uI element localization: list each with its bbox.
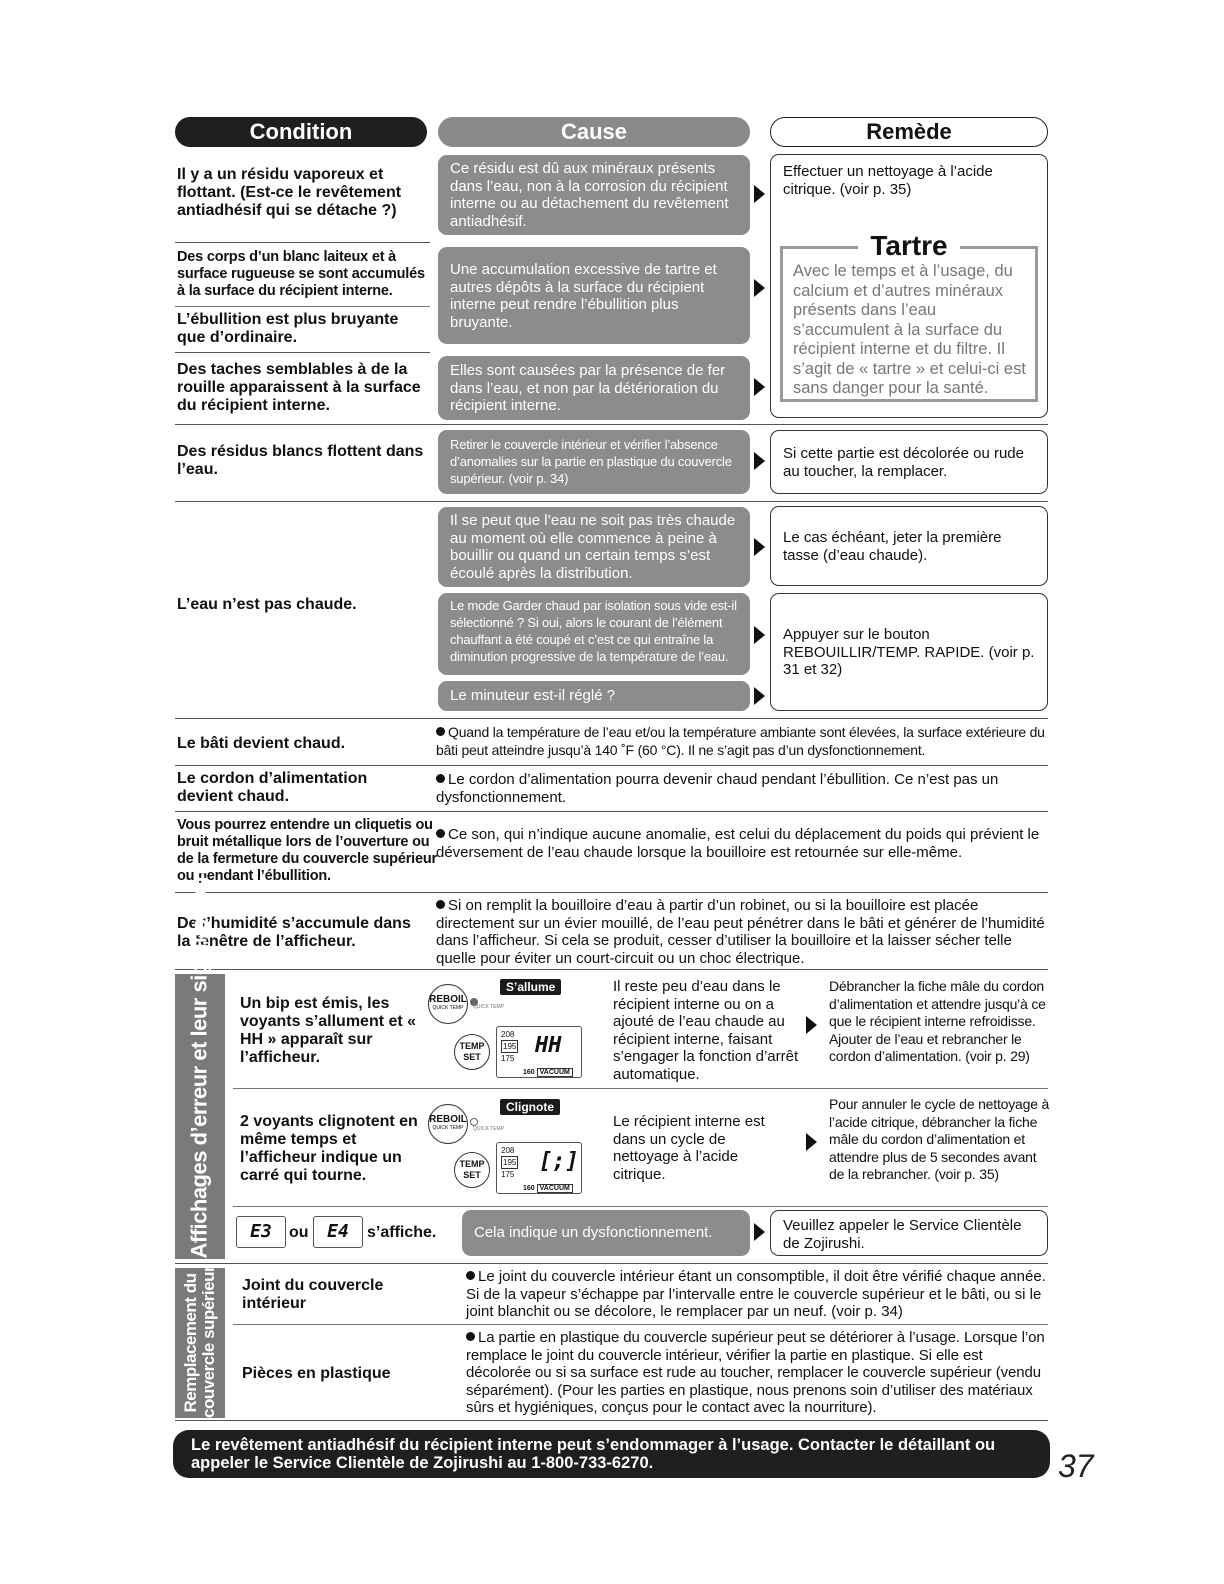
control-panel-illustration <box>424 1096 604 1204</box>
row-divider <box>175 811 1048 812</box>
bullet-icon <box>436 727 445 736</box>
temp-160: 160 <box>523 1185 535 1192</box>
reboil-label: REBOIL <box>429 994 467 1005</box>
error-code-e4: E4 <box>313 1216 363 1248</box>
arrow-icon <box>754 1223 765 1241</box>
lights-on-tag: S’allume <box>500 979 561 995</box>
row-divider <box>175 352 430 353</box>
row-divider <box>175 501 1048 502</box>
lid-gasket-text: Le joint du couvercle intérieur étant un consomptible, il doit être vérifié chaque année. Si de la vapeur s’échappe par l’intervalle entre le couvercle supérieur et le bâti, ou si le joint blanchit ou se décolore, le remplacer par un neuf. (voir p. 34) <box>466 1268 1046 1320</box>
tartre-title: Tartre <box>858 229 960 263</box>
plastic-parts-label: Pièces en plastique <box>242 1365 391 1382</box>
error-hh-condition: Un bip est émis, les voyants s’allument et « HH » apparaît sur l’afficheur. <box>240 995 417 1066</box>
reboil-button-icon <box>428 984 468 1024</box>
arrow-icon <box>754 279 765 297</box>
condition-rust-spots: Des taches semblables à de la rouille apparaissent à la surface du récipient interne. <box>177 361 421 414</box>
row-divider <box>175 765 1048 766</box>
cause-just-boiled: Il se peut que l’eau ne soit pas très chaude au moment où elle commence à peine à bouillir ou quand un certain temps s’est écoulé après la distribution. <box>438 507 750 587</box>
temp-scale <box>501 1029 518 1064</box>
row-subdivider <box>175 306 430 307</box>
bullet-icon <box>466 1332 475 1341</box>
temp-195: 195 <box>503 1042 517 1051</box>
condition-clicking-noise: Vous pourrez entendre un cliquetis ou bruit métallique lors de l’ouverture ou de la fermeture du couvercle supérieur ou pendant l’ébullition. <box>177 817 437 884</box>
tartre-text: Avec le temps et à l’usage, du calcium et d’autres minéraux présents dans l’eau s’accumulent à la surface du récipient interne et du filtre. Il s’agit de « tartre » et celui-ci est sans danger pour la santé. <box>793 262 1026 397</box>
info-clicking-text: Ce son, qui n’indique aucune anomalie, est celui du déplacement du poids qui prévient le déversement de l’eau chaude lorsque la bouilloire est retournée sur elle-même. <box>436 826 1040 861</box>
row-divider <box>175 892 1048 893</box>
arrow-icon <box>806 1133 817 1151</box>
cause-header: Cause <box>438 117 750 147</box>
lid-section-label-2: couvercle supérieur <box>199 1265 218 1418</box>
arrow-icon <box>754 538 765 556</box>
condition-milky-deposits: Des corps d’un blanc laiteux et à surface rugueuse se sont accumulés à la surface du récipient interne. <box>177 249 425 299</box>
vacuum-text: VACUUM <box>537 1184 573 1193</box>
set-label: SET <box>463 1052 481 1062</box>
quicktemp-small-label: QUICK TEMP <box>473 1004 505 1010</box>
display-rotating-square: [;] <box>539 1149 579 1174</box>
row-divider <box>175 242 430 243</box>
arrow-icon <box>754 452 765 470</box>
plastic-parts-text: La partie en plastique du couvercle supérieur peut se détériorer à l’usage. Lorsque l’on remplace le joint du couvercle intérieur, vérifier la partie en plastique. Si elle est décolorée ou si sa surface est rude au toucher, remplacer le couvercle supérieur (vendu séparément). (Pour les parties en plastique, nous prenons soin d’utiliser des matériaux sûrs et hygiéniques, conçus pour le contact avec la nourriture). <box>466 1329 1045 1416</box>
row-divider <box>233 1088 1048 1089</box>
control-panel-illustration <box>424 976 604 1084</box>
error-call-service-remedy: Veuillez appeler le Service Clientèle de Zojirushi. <box>770 1210 1048 1256</box>
info-humidity <box>436 897 1048 967</box>
arrow-icon <box>806 1016 817 1034</box>
indicator-light-icon <box>470 1118 478 1126</box>
display-hh: HH <box>535 1033 562 1058</box>
condition-body-hot: Le bâti devient chaud. <box>177 735 346 752</box>
cause-timer: Le minuteur est-il réglé ? <box>438 681 750 711</box>
lid-section-label <box>181 1265 218 1418</box>
condition-white-residue: Des résidus blancs flottent dans l’eau. <box>177 443 424 478</box>
temp-208: 208 <box>501 1030 515 1039</box>
info-body-hot <box>436 724 1048 759</box>
temp-label: TEMP <box>459 1041 485 1051</box>
remedy-citric: Effectuer un nettoyage à l’acide citrique. (voir p. 35) <box>783 163 993 198</box>
lid-gasket-label: Joint du couvercle intérieur <box>242 1277 384 1312</box>
error-code-e3: E3 <box>236 1216 286 1248</box>
temp-175: 175 <box>501 1170 515 1179</box>
temp-set-button-icon <box>454 1034 490 1070</box>
bullet-icon <box>466 1271 475 1280</box>
reboil-label: REBOIL <box>429 1114 467 1125</box>
error-hh-remedy: Débrancher la fiche mâle du cordon d’alimentation et attendre jusqu’à ce que le récipient interne refroidisse. Ajouter de l’eau et rebrancher le cordon d’alimentation. (voir p. 29) <box>829 978 1046 1064</box>
remedy-header: Remède <box>770 117 1048 147</box>
cause-iron: Elles sont causées par la présence de fer dans l’eau, et non par la détérioration du récipient interne. <box>438 356 750 420</box>
error-hh-cause: Il reste peu d’eau dans le récipient interne ou on a ajouté de l’eau chaude au récipient interne, faisant s’engager la fonction d’arrêt automatique. <box>613 978 799 1083</box>
cause-minerals: Ce résidu est dû aux minéraux présents dans l’eau, non à la corrosion du récipient interne ou au détachement du revêtement antiadhésif. <box>438 155 750 235</box>
row-divider <box>175 1420 1048 1421</box>
set-label: SET <box>463 1170 481 1180</box>
or-label: ou <box>289 1224 309 1241</box>
bullet-icon <box>436 774 445 783</box>
bullet-icon <box>436 900 445 909</box>
remedy-replace-part: Si cette partie est décolorée ou rude au toucher, la remplacer. <box>770 430 1048 494</box>
temp-label: TEMP <box>459 1159 485 1169</box>
quicktemp-label: QUICK TEMP <box>432 1125 464 1131</box>
error-section-sidebar <box>175 869 225 1259</box>
display-window <box>496 1142 582 1194</box>
row-divider <box>233 1206 1048 1207</box>
arrow-icon <box>754 626 765 644</box>
info-clicking <box>436 826 1048 861</box>
arrow-icon <box>754 687 765 705</box>
lid-gasket-info <box>466 1268 1048 1321</box>
row-divider <box>175 424 1048 425</box>
temp-160: 160 <box>523 1069 535 1076</box>
temp-195: 195 <box>503 1158 517 1167</box>
cause-check-lid: Retirer le couvercle intérieur et vérifier l’absence d’anomalies sur la partie en plastique du couvercle supérieur. (voir p. 34) <box>438 430 750 494</box>
remedy-reboil-button: Appuyer sur le bouton REBOUILLIR/TEMP. RAPIDE. (voir p. 31 et 32) <box>770 593 1048 711</box>
blinking-tag: Clignote <box>500 1099 560 1115</box>
footer-banner: Le revêtement antiadhésif du récipient interne peut s’endommager à l’usage. Contacter le détaillant ou appeler le Service Clientèle de Zojirushi au 1-800-733-6270. <box>173 1430 1050 1478</box>
quicktemp-label: QUICK TEMP <box>432 1005 464 1011</box>
arrow-icon <box>754 378 765 396</box>
error-square-cause: Le récipient interne est dans un cycle de nettoyage à l’acide citrique. <box>613 1113 765 1183</box>
error-malfunction-cause: Cela indique un dysfonctionnement. <box>462 1210 750 1256</box>
bullet-icon <box>436 829 445 838</box>
quicktemp-small-label: QUICK TEMP <box>473 1126 505 1132</box>
lid-section-sidebar <box>175 1265 225 1418</box>
condition-header: Condition <box>175 117 427 147</box>
cause-scale-buildup: Une accumulation excessive de tartre et autres dépôts à la surface du récipient interne peut rendre l’ébullition plus bruyante. <box>438 247 750 344</box>
temp-scale <box>501 1145 518 1180</box>
condition-cord-hot: Le cordon d’alimentation devient chaud. <box>177 770 368 805</box>
info-cord-hot <box>436 771 1048 806</box>
info-cord-hot-text: Le cordon d’alimentation pourra devenir chaud pendant l’ébullition. Ce n’est pas un dysfonctionnement. <box>436 771 999 806</box>
vacuum-label <box>523 1069 573 1076</box>
row-divider <box>175 969 1048 970</box>
row-divider <box>233 1324 1048 1325</box>
error-square-condition: 2 voyants clignotent en même temps et l’afficheur indique un carré qui tourne. <box>240 1113 418 1184</box>
cause-vacuum-mode: Le mode Garder chaud par isolation sous vide est-il sélectionné ? Si oui, alors le courant de l’élément chauffant a été coupé et c’est ce qui entraîne la diminution progressive de la température de l’eau. <box>438 593 750 675</box>
arrow-icon <box>754 185 765 203</box>
error-section-label: Affichages d’erreur et leur signification <box>186 869 212 1259</box>
vacuum-text: VACUUM <box>537 1068 573 1077</box>
row-divider <box>175 1263 1048 1264</box>
condition-humidity: De l’humidité s’accumule dans la fenêtre de l’afficheur. <box>177 915 411 950</box>
vacuum-label <box>523 1185 573 1192</box>
display-window <box>496 1026 582 1078</box>
displayed-label: s’affiche. <box>367 1224 437 1241</box>
temp-175: 175 <box>501 1054 515 1063</box>
lid-section-label-1: Remplacement du <box>181 1273 200 1413</box>
condition-noisy-boil: L’ébullition est plus bruyante que d’ordinaire. <box>177 311 399 346</box>
info-humidity-text: Si on remplit la bouilloire d’eau à partir d’un robinet, ou si la bouilloire est placée directement sur un évier mouillé, de l’eau peut pénétrer dans le bâti et générer de l’humidité dans l’afficheur. Si cela se produit, cesser d’utiliser la bouilloire et la laisser sécher telle quelle pour éviter un court-circuit ou un choc électrique. <box>436 897 1045 967</box>
remedy-discard-first-cup: Le cas échéant, jeter la première tasse (d’eau chaude). <box>770 506 1048 586</box>
error-square-remedy: Pour annuler le cycle de nettoyage à l’acide citrique, débrancher la fiche mâle du cordon d’alimentation et attendre plus de 5 secondes avant de la rebrancher. (voir p. 35) <box>829 1096 1050 1182</box>
reboil-button-icon <box>428 1104 468 1144</box>
temp-208: 208 <box>501 1146 515 1155</box>
condition-water-not-hot: L’eau n’est pas chaude. <box>177 596 357 613</box>
page-number: 37 <box>1058 1448 1094 1484</box>
plastic-parts-info <box>466 1329 1048 1417</box>
info-body-hot-text: Quand la température de l’eau et/ou la température ambiante sont élevées, la surface extérieure du bâti peut atteindre jusqu’à 140 ˚F (60 °C). Il ne s’agit pas d’un dysfonctionnement. <box>436 724 1045 758</box>
row-divider <box>175 718 1048 719</box>
condition-residue: Il y a un résidu vaporeux et flottant. (Est-ce le revêtement antiadhésif qui se détache ?) <box>177 166 402 219</box>
temp-set-button-icon <box>454 1152 490 1188</box>
